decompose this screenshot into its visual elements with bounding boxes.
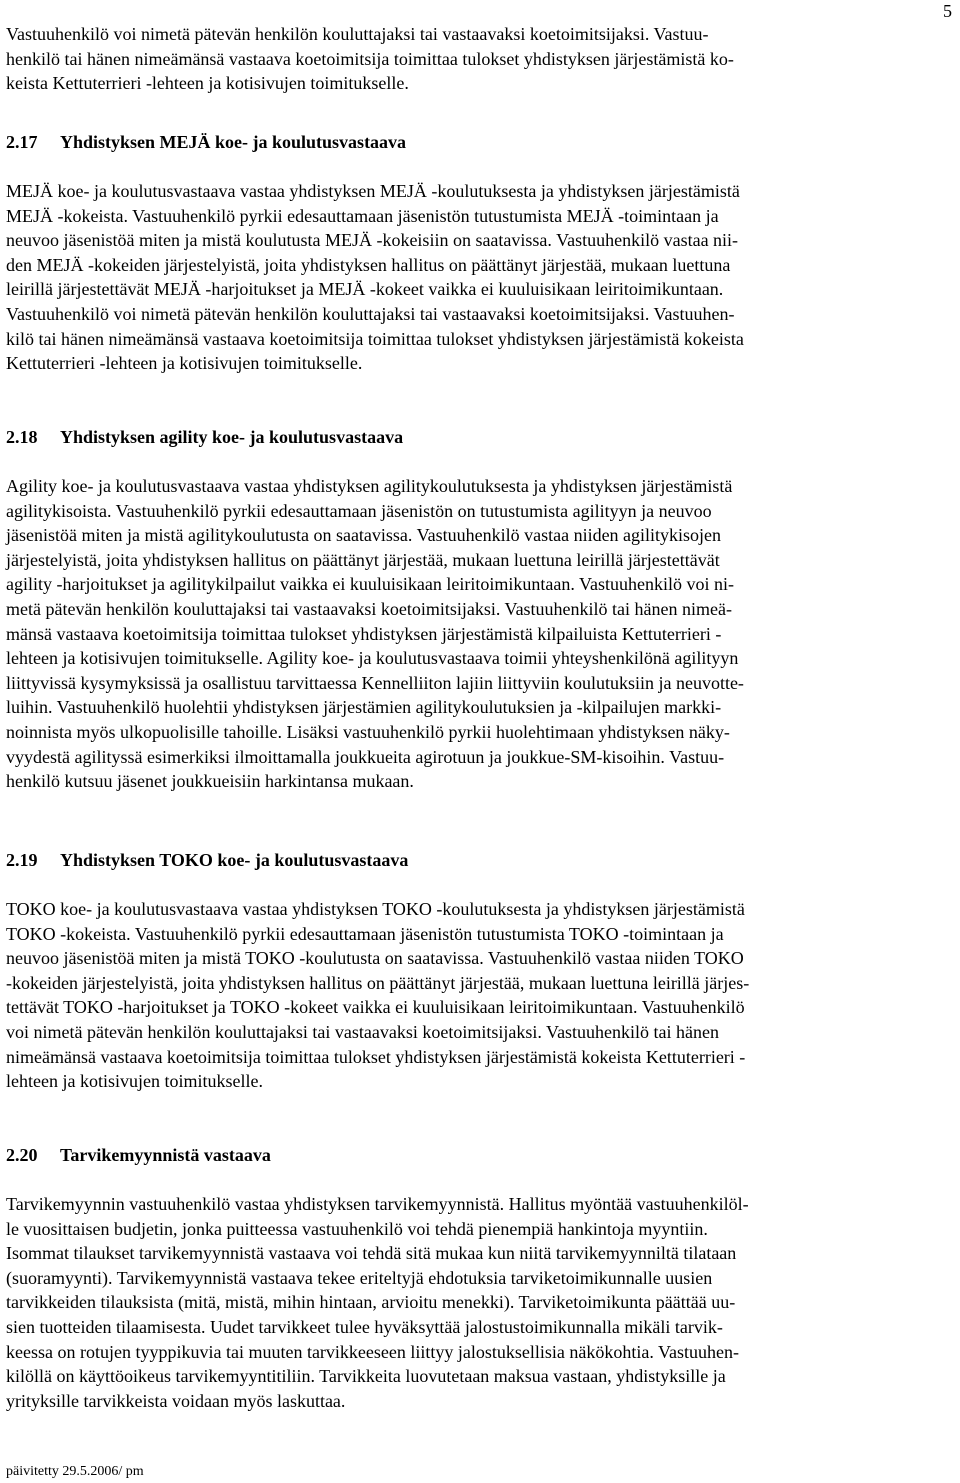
page-number: 5 [943, 1, 952, 21]
footer-updated-date: päivitetty 29.5.2006/ pm [6, 1464, 144, 1479]
section-title: Yhdistyksen agility koe- ja koulutusvastaava [60, 427, 404, 447]
section-heading-2-18 [6, 425, 403, 449]
section-title: Tarvikemyynnistä vastaava [60, 1145, 271, 1165]
section-number: 2.18 [6, 427, 38, 447]
section-number: 2.20 [6, 1145, 38, 1165]
section-heading-2-17 [6, 130, 406, 154]
section-heading-2-20 [6, 1143, 271, 1167]
section-body-2-17: MEJÄ koe- ja koulutusvastaava vastaa yhdistyksen MEJÄ -koulutuksesta ja yhdistyksen järjestämistä MEJÄ -kokeista. Vastuuhenkilö pyrkii edesauttamaan jäsenistön tutustumista MEJÄ -toimintaan ja neuvoo jäsenistöä miten ja mistä koulutusta MEJÄ -kokeisiin on saatavissa. Vastuuhenkilö vastaa nii- den MEJÄ -kokeiden järjestelyistä, joita yhdistyksen hallitus on päättänyt järjestää, mukaan luettuna leirillä järjestettävät MEJÄ -harjoitukset ja MEJÄ -kokeet vaikka ei kuuluisikaan leiritoimikuntaan. Vastuuhenkilö voi nimetä pätevän henkilön kouluttajaksi tai vastaavaksi koetoimitsijaksi. Vastuuhen- kilö tai hänen nimeämänsä vastaava koetoimitsija toimittaa tulokset yhdistyksen järjestämistä kokeista Kettuterrieri -lehteen ja kotisivujen toimitukselle. [6, 181, 744, 374]
section-title: Yhdistyksen MEJÄ koe- ja koulutusvastaava [60, 132, 407, 152]
section-number: 2.17 [6, 132, 38, 152]
intro-paragraph: Vastuuhenkilö voi nimetä pätevän henkilön kouluttajaksi tai vastaavaksi koetoimitsijaksi. Vastuu- henkilö tai hänen nimeämänsä vastaava koetoimitsija toimittaa tulokset yhdistyksen järjestämistä ko- keista Kettuterrieri -lehteen ja kotisivujen toimitukselle. [6, 24, 734, 94]
section-body-2-20: Tarvikemyynnin vastuuhenkilö vastaa yhdistyksen tarvikemyynnistä. Hallitus myöntää vastuuhenkilöl- le vuosittaisen budjetin, jonka puitteessa vastuuhenkilö voi tehdä pienempiä hankintoja myyntiin. Isommat tilaukset tarvikemyynnistä vastaava voi tehdä sitä mukaa kun niitä tarvikemyynniltä tilataan (suoramyynti). Tarvikemyynnistä vastaava tekee eriteltyjä ehdotuksia tarviketoimikunnalle uusien tarvikkeiden tilauksista (mitä, mistä, mihin hintaan, arvioitu menekki). Tarviketoimikunta päättää uu- sien tuotteiden tilaamisesta. Uudet tarvikkeet tulee hyväksyttää jalostustoimikunnalla mikäli tarvik- keessa on rotujen tyyppikuvia tai muuten tarvikkeeseen liittyy jalostuksellisia näkökohtia. Vastuuhen- kilöllä on käyttöoikeus tarvikemyyntitiliin. Tarvikkeita luovutetaan maksua vastaan, yhdistyksille ja yrityksille tarvikkeista voidaan myös laskuttaa. [6, 1194, 749, 1411]
section-heading-2-19 [6, 848, 408, 872]
section-body-2-19: TOKO koe- ja koulutusvastaava vastaa yhdistyksen TOKO -koulutuksesta ja yhdistyksen järjestämistä TOKO -kokeista. Vastuuhenkilö pyrkii edesauttamaan jäsenistön tutustumista TOKO -toimintaan ja neuvoo jäsenistöä miten ja mistä TOKO -koulutusta on saatavissa. Vastuuhenkilö vastaa niiden TOKO -kokeiden järjestelyistä, joita yhdistyksen hallitus on päättänyt järjestää, mukaan luettuna leirillä järjes- tettävät TOKO -harjoitukset ja TOKO -kokeet vaikka ei kuuluisikaan leiritoimikuntaan. Vastuuhenkilö voi nimetä pätevän henkilön kouluttajaksi tai vastaavaksi koetoimitsijaksi. Vastuuhenkilö tai hänen nimeämänsä vastaava koetoimitsija toimittaa tulokset yhdistyksen järjestämistä kokeista Kettuterrieri - lehteen ja kotisivujen toimitukselle. [6, 899, 750, 1092]
section-number: 2.19 [6, 850, 38, 870]
section-body-2-18: Agility koe- ja koulutusvastaava vastaa yhdistyksen agilitykoulutuksesta ja yhdistyksen järjestämistä agilitykisoista. Vastuuhenkilö pyrkii edesauttamaan jäsenistön on tutustumista agilityyn ja neuvoo jäsenistöä miten ja mistä agilitykoulutusta on saatavissa. Vastuuhenkilö vastaa niiden agilitykisojen järjestelyistä, joita yhdistyksen hallitus on päättänyt järjestää, mukaan luettuna leirillä järjestettävät agility -harjoitukset ja agilitykilpailut vaikka ei kuuluisikaan leiritoimikuntaan. Vastuuhenkilö voi ni- metä pätevän henkilön kouluttajaksi tai vastaavaksi koetoimitsijaksi. Vastuuhenkilö tai hänen nimeä- mänsä vastaava koetoimitsija toimittaa tulokset yhdistyksen järjestämistä kilpailuista Kettuterrieri - lehteen ja kotisivujen toimitukselle. Agility koe- ja koulutusvastaava toimii yhteyshenkilönä agilityyn liittyvissä kysymyksissä ja osallistuu tarvittaessa Kennelliiton lajiin liittyviin koulutuksiin ja neuvotte- luihin. Vastuuhenkilö huolehtii yhdistyksen järjestämien agilitykoulutuksien ja -kilpailujen markki- noinnista myös ulkopuolisille tahoille. Lisäksi vastuuhenkilö pyrkii huolehtimaan yhdistyksen näky- vyydestä agilityssä esimerkiksi ilmoittamalla joukkueita agirotuun ja joukkue-SM-kisoihin. Vastuu- henkilö kutsuu jäsenet joukkueisiin harkintansa mukaan. [6, 476, 744, 792]
section-title: Yhdistyksen TOKO koe- ja koulutusvastaava [60, 850, 409, 870]
